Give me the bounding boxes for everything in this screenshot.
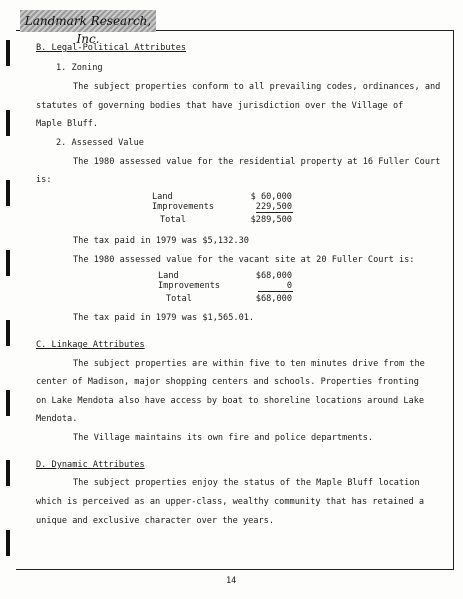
dynamic-text-line: The subject properties enjoy the status of the Maple Bluff location xyxy=(73,478,420,488)
section-d-heading: D. Dynamic Attributes xyxy=(36,460,145,470)
zoning-text-line: statutes of governing bodies that have jurisdiction over the Village of xyxy=(36,101,404,111)
table2-total-label: Total xyxy=(166,294,192,304)
dynamic-text-line: which is perceived as an upper-class, wealthy community that has retained a xyxy=(36,497,425,507)
dynamic-text-line: unique and exclusive character over the years. xyxy=(36,516,274,526)
binder-mark xyxy=(6,250,10,276)
zoning-text-line: Maple Bluff. xyxy=(36,119,99,129)
assessed-value-title: 2. Assessed Value xyxy=(56,138,144,148)
binder-mark xyxy=(6,320,10,346)
tax-paid-1979-residential: The tax paid in 1979 was $5,132.30 xyxy=(73,236,249,246)
linkage-text-line: center of Madison, major shopping centers and schools. Properties fronting xyxy=(36,377,419,387)
zoning-text-line: The subject properties conform to all prevailing codes, ordinances, and xyxy=(73,82,441,92)
zoning-title: 1. Zoning xyxy=(56,63,103,73)
table1-total-value: $289,500 xyxy=(250,215,292,225)
linkage-text-line: The subject properties are within five to ten minutes drive from the xyxy=(73,359,425,369)
assessed-intro-line: The 1980 assessed value for the residential property at 16 Fuller Court xyxy=(73,157,441,167)
table2-total-value: $68,000 xyxy=(255,294,292,304)
linkage-text-line: Mendota. xyxy=(36,414,78,424)
binder-mark xyxy=(6,460,10,486)
section-c-heading: C. Linkage Attributes xyxy=(36,340,145,350)
table2-land-label: Land xyxy=(158,271,179,281)
binder-mark xyxy=(6,180,10,206)
assessed-intro-line: is: xyxy=(36,175,52,185)
linkage-text-line: on Lake Mendota also have access by boat to shoreline locations around Lake xyxy=(36,396,425,406)
table2-improvements-label: Improvements xyxy=(158,281,221,291)
table1-improvements-value: 229,500 xyxy=(255,202,292,212)
footer-rule xyxy=(16,569,454,570)
table1-total-label: Total xyxy=(160,215,186,225)
vacant-site-intro: The 1980 assessed value for the vacant site at 20 Fuller Court is: xyxy=(73,255,415,265)
village-services-text: The Village maintains its own fire and police departments. xyxy=(73,433,374,443)
table1-improvements-label: Improvements xyxy=(152,202,215,212)
table1-land-label: Land xyxy=(152,192,173,202)
binder-mark xyxy=(6,390,10,416)
company-logo xyxy=(20,10,156,46)
section-b-heading: B. Legal-Political Attributes xyxy=(36,43,187,53)
table1-land-value: $ 60,000 xyxy=(250,192,292,202)
right-rule xyxy=(453,30,454,570)
tax-paid-1979-vacant: The tax paid in 1979 was $1,565.01. xyxy=(73,313,255,323)
table2-improvements-value: 0 xyxy=(286,281,292,291)
binder-mark xyxy=(6,530,10,556)
binder-mark xyxy=(6,110,10,136)
table2-land-value: $68,000 xyxy=(255,271,292,281)
page-number: 14 xyxy=(226,576,237,586)
binder-mark xyxy=(6,40,10,66)
table1-total-rule xyxy=(256,212,293,213)
logo-text: Landmark Research, Inc. xyxy=(24,14,152,46)
table2-total-rule xyxy=(258,291,293,292)
